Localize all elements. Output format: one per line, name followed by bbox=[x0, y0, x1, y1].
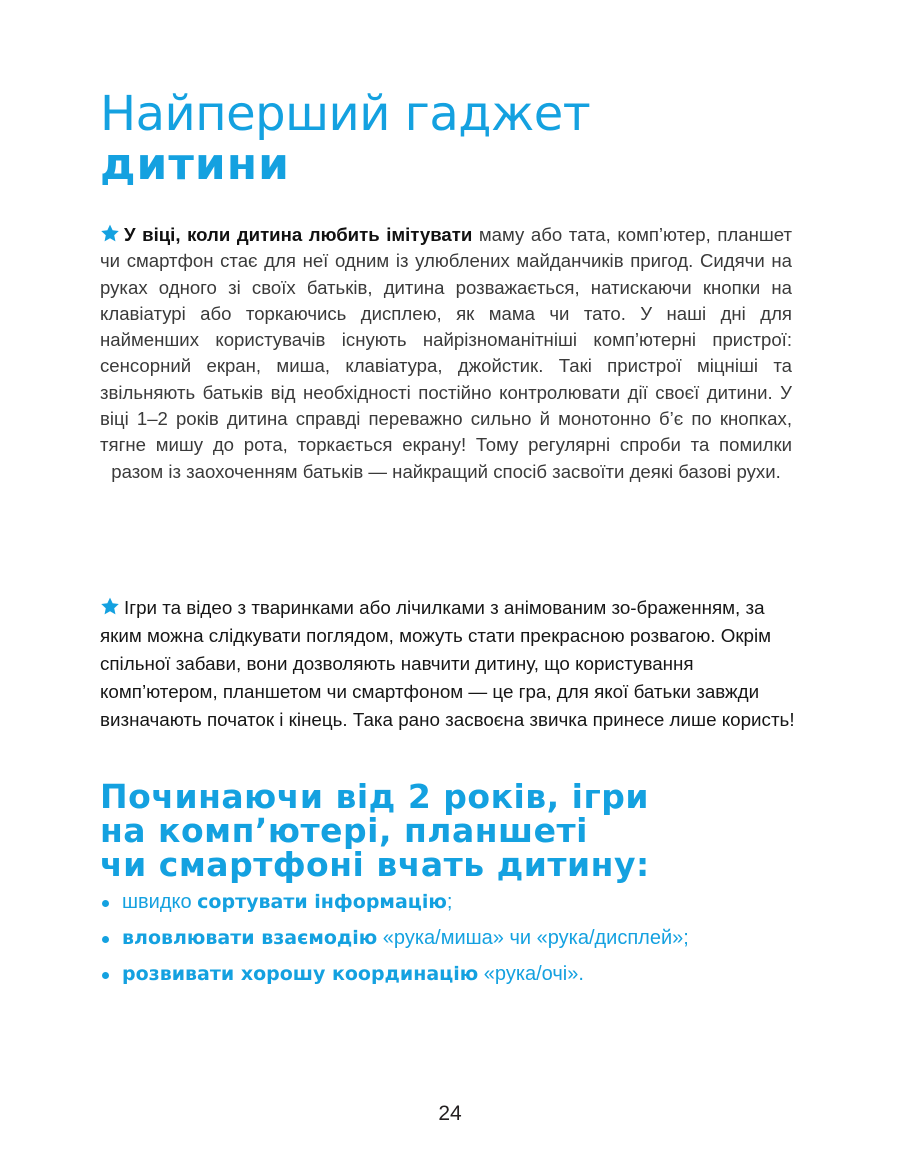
paragraph-1-text: маму або тата, комп’ютер, планшет чи смартфон стає для неї одним із улюблених майданчиків пригод. Сидячи на руках одного зі своїх батьків, дитина розважається, натискаючи кнопки на клавіатурі або торкаючись дисплею, як мама чи тато. У наші дні для найменших користувачів існують найрізноманітніші комп’ютерні пристрої: сенсорний екран, миша, клавіатура, джойстик. Такі пристрої міцніші та звільняють батьків від необхідності постійно контролювати дії своєї дитини. У віці 1–2 років дитина справді переважно сильно й монотонно б’є по кнопках, тягне мишу до рота, торкається екрану! Тому регулярні спроби та помилки разом із заохоченням батьків — найкращий спосіб засвоїти деякі базові рухи. bbox=[100, 224, 792, 482]
list-item-text: «рука/миша» чи «рука/дисплей»; bbox=[377, 927, 689, 949]
list-item bbox=[100, 956, 689, 992]
paragraph-2 bbox=[100, 594, 800, 734]
skills-list bbox=[100, 884, 689, 992]
title-line-1: Найперший гаджет bbox=[100, 86, 591, 142]
page-title bbox=[100, 88, 590, 190]
subheading-line-3: чи смартфоні вчать дитину: bbox=[100, 845, 650, 884]
list-item-text: швидко bbox=[122, 891, 198, 913]
paragraph-2-text: Ігри та відео з тваринками або лічилками з анімованим зо-браженням, за яким можна слідкувати поглядом, можуть стати прекрасною розвагою. Окрім спільної забави, вони дозволяють навчити дитину, що користування комп’ютером, планшетом чи смартфоном — це гра, для якої батьки завжди визначають початок і кінець. Така рано засвоєна звичка принесе лише користь! bbox=[100, 597, 795, 730]
list-item-bold: сортувати інформацію bbox=[197, 891, 447, 913]
star-icon bbox=[100, 597, 120, 616]
list-item-bold: розвивати хорошу координацію bbox=[122, 963, 479, 985]
list-item bbox=[100, 884, 689, 920]
title-line-2: дитини bbox=[100, 139, 290, 190]
page-number: 24 bbox=[438, 1102, 462, 1125]
star-icon bbox=[100, 224, 120, 243]
subheading-line-2: на комп’ютері, планшеті bbox=[100, 811, 588, 850]
subheading-line-1: Починаючи від 2 років, ігри bbox=[100, 777, 649, 816]
list-item-bold: вловлювати взаємодію bbox=[122, 927, 378, 949]
subheading bbox=[100, 777, 650, 884]
list-item-text: «рука/очі». bbox=[478, 963, 584, 985]
paragraph-1-lead: У віці, коли дитина любить імітувати bbox=[124, 224, 473, 245]
paragraph-1 bbox=[100, 222, 792, 485]
list-item bbox=[100, 920, 689, 956]
list-item-text: ; bbox=[446, 891, 453, 913]
